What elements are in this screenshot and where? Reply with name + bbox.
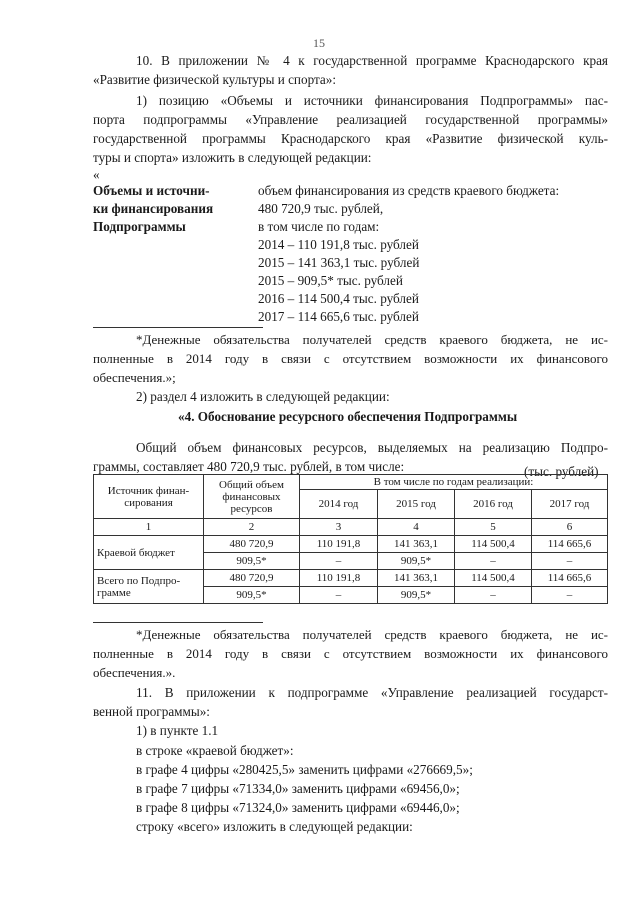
table-cell: 909,5* [204,587,300,604]
item10-sub1-line3: государственной программы Краснодарского края «Развитие физической куль- [93,131,608,146]
table-cell: 909,5* [204,553,300,570]
item10-sub1-line4: туры и спорта» изложить в следующей редакции: [93,150,372,165]
column-number: 3 [300,519,378,536]
item11-sub1: 1) в пункте 1.1 [136,723,219,738]
header-total: Общий объем финансовых ресурсов [204,475,300,519]
passport-value-line: 2016 – 114 500,4 тыс. рублей [258,291,419,306]
column-number: 2 [204,519,300,536]
table-cell: – [300,553,378,570]
table-cell: – [455,587,532,604]
table-cell: – [532,553,608,570]
passport-label-line2: ки финансирования [93,201,214,216]
table-cell: 114 665,6 [532,570,608,587]
table-cell: 141 363,1 [378,536,455,553]
footnote2-line1: *Денежные обязательства получателей средств краевого бюджета, не ис- [136,627,608,642]
table-cell: 114 500,4 [455,536,532,553]
item11-line: в графе 8 цифры «71324,0» заменить цифрами «69446,0»; [136,800,460,815]
passport-value-line: 2015 – 141 363,1 тыс. рублей [258,255,420,270]
units-label: (тыс. рублей) [524,464,599,479]
header-year: 2014 год [300,490,378,519]
table-cell: – [300,587,378,604]
item10-sub1-line1: 1) позицию «Объемы и источники финансирования Подпрограммы» пас- [136,93,608,108]
header-years-group: В том числе по годам реализации: [300,475,608,490]
table-row [94,536,608,553]
item10-sub1-line2: порта подпрограммы «Управление реализацией государственной программы» [93,112,608,127]
table-cell: 114 665,6 [532,536,608,553]
item2-text: 2) раздел 4 изложить в следующей редакции: [136,389,390,404]
item11-line2: венной программы»: [93,704,210,719]
financing-table [93,474,608,604]
table-cell: 909,5* [378,587,455,604]
table-cell: 114 500,4 [455,570,532,587]
item11-line: строку «всего» изложить в следующей редакции: [136,819,413,834]
table-cell: – [455,553,532,570]
page-number: 15 [313,36,325,50]
section-heading: «4. Обоснование ресурсного обеспечения Подпрограммы [178,409,518,424]
row-label-total: Всего по Подпро- грамме [94,570,204,604]
passport-value-line: 2017 – 114 665,6 тыс. рублей [258,309,419,324]
passport-value-line: в том числе по годам: [258,219,380,234]
item11-line: в строке «краевой бюджет»: [136,743,294,758]
footnote2-line2: полненные в 2014 году в связи с отсутствием возможности их финансового [93,646,608,661]
item10-line1: 10. В приложении № 4 к государственной программе Краснодарского края [136,53,608,68]
footnote1-line2: полненные в 2014 году в связи с отсутствием возможности их финансового [93,351,608,366]
column-number: 4 [378,519,455,536]
footnote2-line3: обеспечения.». [93,665,176,680]
table-cell: – [532,587,608,604]
table-header-row [94,475,608,490]
passport-label-line1: Объемы и источни- [93,183,210,198]
passport-value-line: 480 720,9 тыс. рублей, [258,201,384,216]
header-year: 2017 год [532,490,608,519]
item11-line: в графе 4 цифры «280425,5» заменить цифрами «276669,5»; [136,762,473,777]
footnote1-line1: *Денежные обязательства получателей средств краевого бюджета, не ис- [136,332,608,347]
header-source: Источник финан- сирования [94,475,204,519]
passport-value-line: 2015 – 909,5* тыс. рублей [258,273,403,288]
header-year: 2016 год [455,490,532,519]
column-number: 6 [532,519,608,536]
table-cell: 480 720,9 [204,536,300,553]
passport-value-line: 2014 – 110 191,8 тыс. рублей [258,237,419,252]
header-year: 2015 год [378,490,455,519]
table-cell: 480 720,9 [204,570,300,587]
table-row [94,570,608,587]
footnote1-line3: обеспечения.»; [93,370,176,385]
column-number: 5 [455,519,532,536]
table-cell: 909,5* [378,553,455,570]
total-para-line1: Общий объем финансовых ресурсов, выделяемых на реализацию Подпро- [136,440,608,455]
open-quote: « [93,167,100,182]
row-label-regional: Краевой бюджет [94,536,204,570]
item11-line1: 11. В приложении к подпрограмме «Управление реализацией государст- [136,685,608,700]
table-cell: 110 191,8 [300,570,378,587]
column-number: 1 [94,519,204,536]
table-cell: 141 363,1 [378,570,455,587]
table-cell: 110 191,8 [300,536,378,553]
table-column-numbers-row [94,519,608,536]
passport-label-line3: Подпрограммы [93,219,186,234]
item11-line: в графе 7 цифры «71334,0» заменить цифрами «69456,0»; [136,781,460,796]
item10-line2: «Развитие физической культуры и спорта»: [93,72,337,87]
footnote-rule [93,622,263,623]
passport-value-line: объем финансирования из средств краевого бюджета: [258,183,560,198]
footnote-rule [93,327,263,328]
total-para-line2: граммы, составляет 480 720,9 тыс. рублей, в том числе: [93,459,405,474]
